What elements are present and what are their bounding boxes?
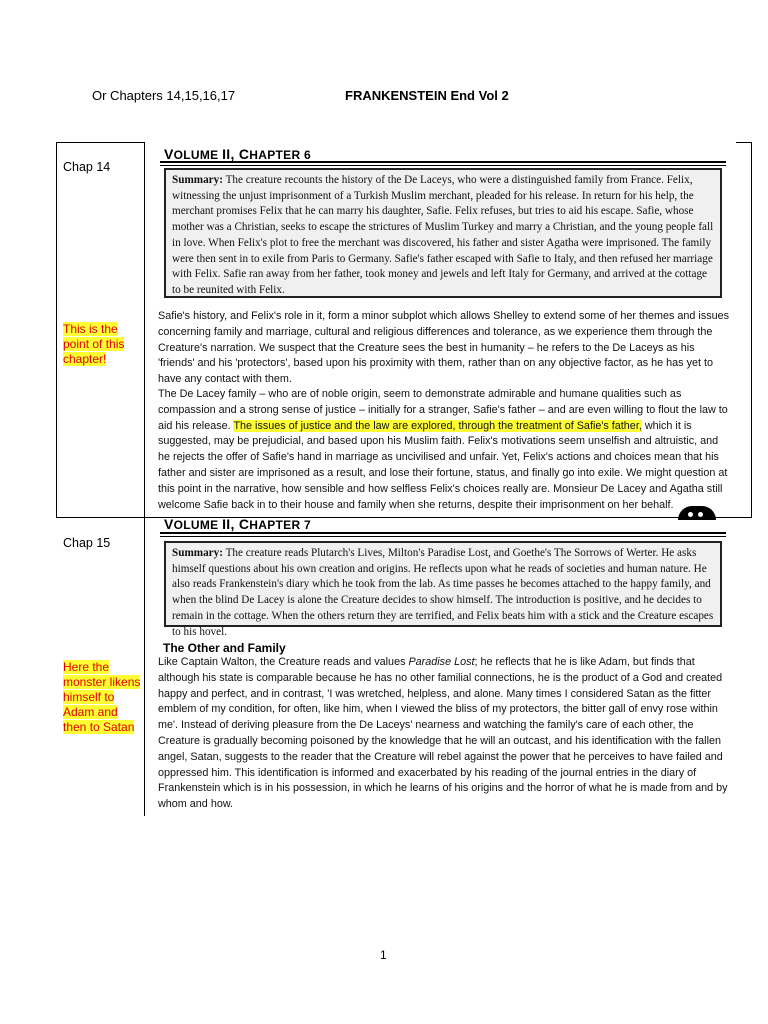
row-label-chap15: Chap 15 xyxy=(63,536,111,550)
table-row-divider xyxy=(56,517,752,518)
highlighted-text: The issues of justice and the law are explored, through the treatment of Safie's father, xyxy=(233,419,642,432)
summary-text: The creature recounts the history of the De Laceys, who were a distinguished family from France. Felix, witnessing the unjust imprisonment of a Turkish Muslim merchant, pleaded for his release. In return for his help, the merchant promises Felix that he can marry his daughter, Safie. Felix refuses, but tries to aid his escape. Safie, whose mother was a Christian, seeks to escape the strictures of Muslim Turkey and marry a Christian, and the young people fall in love. When Felix's plot to free the merchant was discovered, his father and sister Agatha were imprisoned. The family were then sent in to exile from Paris to Germany. Safie's father escaped with Safie to Italy, and then refused her marriage with Felix. Safie ran away from her father, took money and jewels and left Italy for Germany, and arrived at the cottage to be reunited with Felix. xyxy=(172,174,714,296)
analysis-paragraph-3: Like Captain Walton, the Creature reads and values Paradise Lost; he reflects that he is like Adam, but finds that although his state is comparable because he has no other familial connections, he is the product of a God and created happy and perfect, and in contrast, 'I was wretched, helpless, and alone. Many times I considered Satan as the fitter emblem of my condition, for often, like him, when I viewed the bliss of my protectors, the bitter gall of envy rose within me'. Instead of deriving pleasure from the De Laceys' nearness and watching the family's care of each other, the Creature is gradually becoming poisoned by the knowledge that he will an outcast, and his identification with the fallen angel, Satan, suggests to the reader that the Creature will rebel against the power that he perceives to have failed and oppressed him. This identification is informed and exacerbated by his reading of the journal entries in the diary of Frankenstein which is in his possession, in which he learns of his origins and the horror of what he is made from and by whom and how. xyxy=(158,656,728,811)
table-left-border xyxy=(56,142,57,517)
row-label-chap14: Chap 14 xyxy=(63,160,111,174)
margin-note-chap14 xyxy=(63,322,141,367)
heading-rule xyxy=(160,532,726,534)
margin-note-chap15 xyxy=(63,660,141,735)
chapter-heading-7: VOLUME II, CHAPTER 7 xyxy=(164,516,312,532)
heading-rule-thin xyxy=(160,165,726,166)
heading-rule-thin xyxy=(160,536,726,537)
page-header-title: FRANKENSTEIN End Vol 2 xyxy=(345,88,509,103)
margin-note-text: This is the point of this chapter! xyxy=(63,322,125,366)
decorative-figure xyxy=(678,506,716,520)
summary-text: The creature reads Plutarch's Lives, Milton's Paradise Lost, and Goethe's The Sorrows of Werter. He asks himself questions about his own creation and origins. He reflects upon what he reads of societies and human nature. He also reads Frankenstein's diary which he took from the lab. As time passes he becomes attached to the happy family, and when the blind De Lacey is alone the Creature decides to show himself. The introduction is positive, and he decides to remain in the cottage. When the others return they are terrified, and Felix beats him with a stick and the Creature escapes to his hovel. xyxy=(172,547,714,638)
summary-box-chap15 xyxy=(164,541,722,638)
chapter-heading-6: VOLUME II, CHAPTER 6 xyxy=(164,146,312,162)
page-number: 1 xyxy=(380,948,387,962)
analysis-paragraph-1: Safie's history, and Felix's role in it, form a minor subplot which allows Shelley to extend some of her themes and issues concerning family and marriage, cultural and religious differences and tolerance, as we experience them through the Creature's narration. We suspect that the Creature sees the best in humanity – he refers to the De Laceys as his 'friends' and his 'protectors', based upon his proximity with them, rather than on any objective factor, as he has yet to have any contact with them. xyxy=(158,310,730,386)
margin-note-text: Here the monster likens himself to Adam and then to Satan xyxy=(63,660,141,734)
page-header-left: Or Chapters 14,15,16,17 xyxy=(92,88,236,103)
table-right-bracket xyxy=(736,142,752,517)
table-top-border xyxy=(56,142,145,143)
table-column-divider xyxy=(144,142,145,816)
section-subheading: The Other and Family xyxy=(163,641,286,655)
analysis-paragraph-2: The De Lacey family – who are of noble origin, seem to demonstrate admirable and humane qualities such as compassion and a strong sense of justice – initially for a stranger, Safie's father – and are even willing to flout the law to aid his release. The issues of justice and the law are explored, through the treatment of Safie's father, which it is suggested, may be prejudicial, and based upon his Muslim faith. Felix's motivations seem unselfish and altruistic, and he rejects the offer of Safie's hand in marriage as uncivilised and unfair. Yet, Felix's actions and choices mean that his father and sister are imprisoned as a result, and lose their fortune, status, and finally go into exile. We might question at this point in the narrative, how sensible and how selfless Felix's choices really are. Monsieur De Lacey and Agatha still welcome Safie back in to their house and family when she returns, despite their imprisonment on her behalf. xyxy=(158,388,728,511)
summary-label: Summary: xyxy=(172,547,223,559)
heading-rule xyxy=(160,161,726,163)
summary-label: Summary: xyxy=(172,174,223,186)
summary-box-chap14 xyxy=(164,168,722,298)
